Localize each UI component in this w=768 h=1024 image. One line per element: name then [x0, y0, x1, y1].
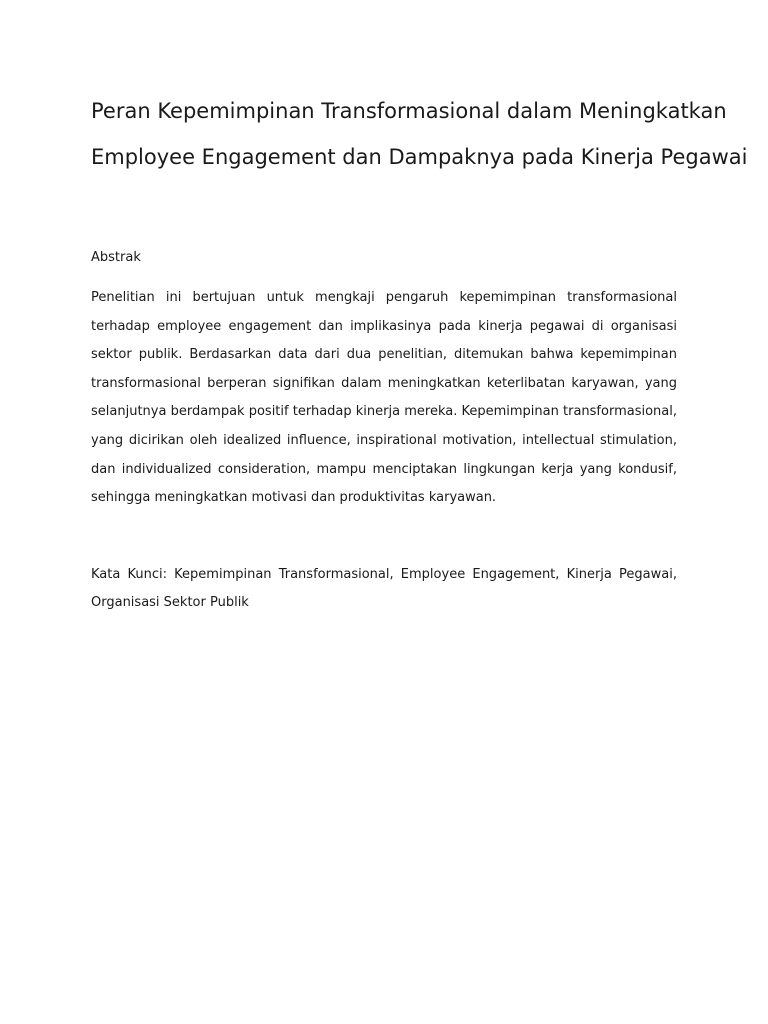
title-line-2: Employee Engagement dan Dampaknya pada Kinerja Pegawai	[91, 145, 748, 169]
keywords: Kata Kunci: Kepemimpinan Transformasional, Employee Engagement, Kinerja Pegawai, Organisasi Sektor Publik	[91, 566, 677, 611]
document-title	[91, 0, 748, 180]
abstract-body: Penelitian ini bertujuan untuk mengkaji pengaruh kepemimpinan transformasional terhadap employee engagement dan implikasinya pada kinerja pegawai di organisasi sektor publik. Berdasarkan data dari dua penelitian, ditemukan bahwa kepemimpinan transformasional berperan signifikan dalam meningkatkan keterlibatan karyawan, yang selanjutnya berdampak positif terhadap kinerja mereka. Kepemimpinan transformasional, yang dicirikan oleh idealized influence, inspirational motivation, intellectual stimulation, dan individualized consideration, mampu menciptakan lingkungan kerja yang kondusif, sehingga meningkatkan motivasi dan produktivitas karyawan.	[91, 290, 677, 506]
title-line-1: Peran Kepemimpinan Transformasional dalam Meningkatkan	[91, 99, 727, 123]
abstract-heading: Abstrak	[91, 250, 141, 265]
